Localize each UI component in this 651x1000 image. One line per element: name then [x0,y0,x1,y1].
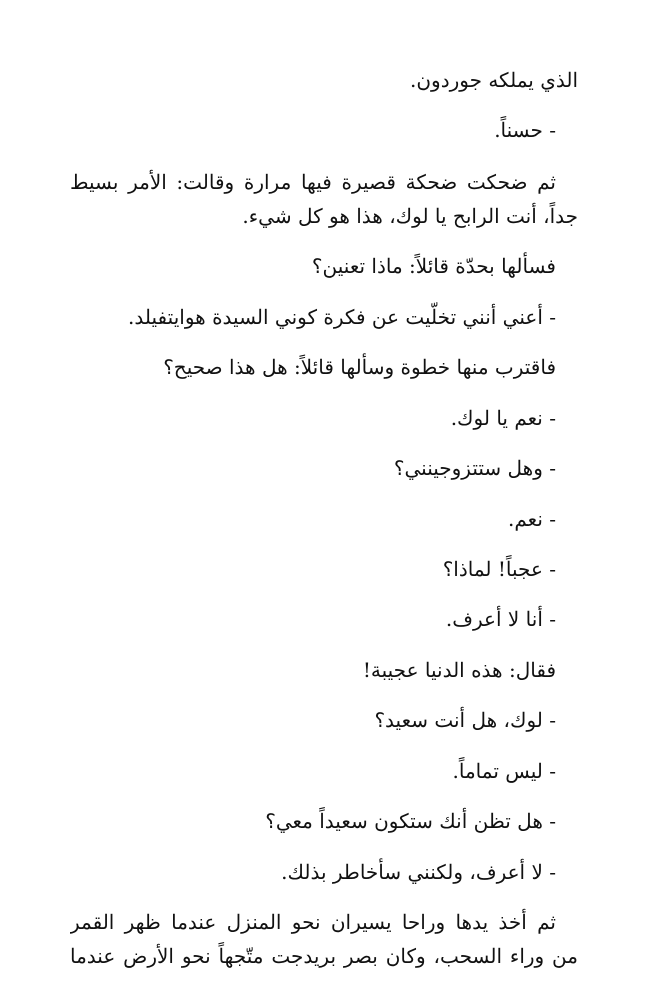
paragraph-line-19: من وراء السحب، وكان بصر بريدجت متّجهاً نحو الأرض عندما [70,944,578,968]
dialogue-line-8: - نعم يا لوك. [450,406,556,430]
dialogue-line-16: - هل تظن أنك ستكون سعيداً معي؟ [265,809,556,833]
dialogue-line-2: - حسناً. [494,118,556,142]
dialogue-line-12: - أنا لا أعرف. [445,607,556,631]
paragraph-line-18: ثم أخذ يدها وراحا يسيران نحو المنزل عندما ظهر القمر [70,910,556,934]
dialogue-line-6: - أعني أنني تخلّيت عن فكرة كوني السيدة هوايتفيلد. [128,305,556,329]
text-line-7: فاقترب منها خطوة وسألها قائلاً: هل هذا صحيح؟ [163,355,556,379]
dialogue-line-15: - ليس تماماً. [452,759,556,783]
text-line-5: فسألها بحدّة قائلاً: ماذا تعنين؟ [311,254,556,278]
dialogue-line-11: - عجباً! لماذا؟ [442,557,556,581]
paragraph-line-4: جداً، أنت الرابح يا لوك، هذا هو كل شيء. [242,204,578,228]
dialogue-line-17: - لا أعرف، ولكنني سأخاطر بذلك. [281,860,556,884]
text-line-1: الذي يملكه جوردون. [410,68,578,92]
paragraph-line-3: ثم ضحكت ضحكة قصيرة فيها مرارة وقالت: الأمر بسيط [70,170,556,194]
dialogue-line-10: - نعم. [508,507,556,531]
dialogue-line-9: - وهل ستتزوجينني؟ [393,456,556,480]
dialogue-line-14: - لوك، هل أنت سعيد؟ [374,708,556,732]
text-line-13: فقال: هذه الدنيا عجيبة! [362,658,556,682]
